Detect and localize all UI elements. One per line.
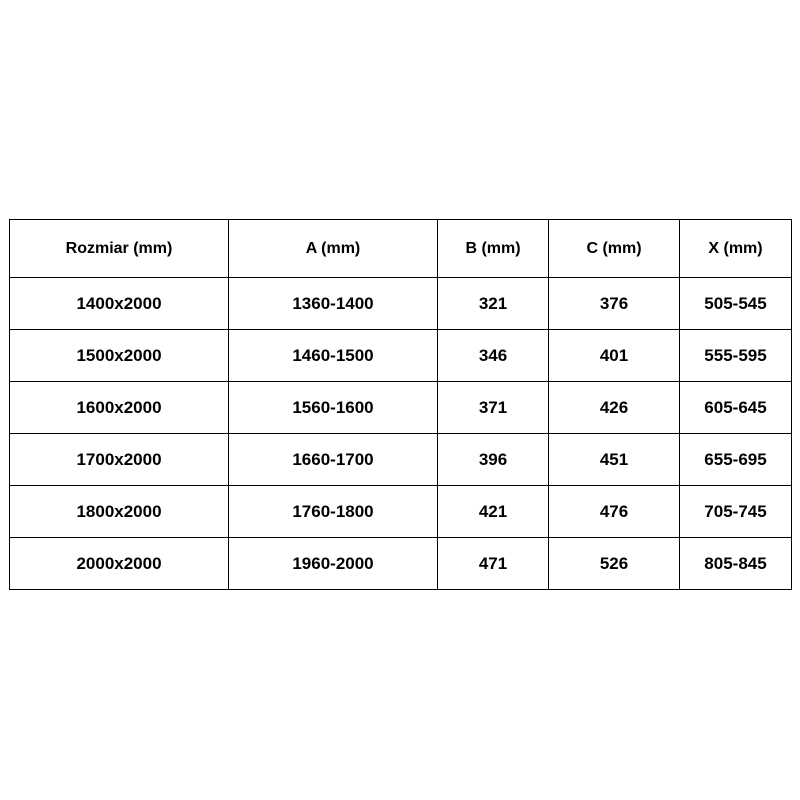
cell-x: 655-695 <box>680 434 792 486</box>
cell-c: 376 <box>549 278 680 330</box>
cell-c: 426 <box>549 382 680 434</box>
column-header-rozmiar: Rozmiar (mm) <box>10 220 229 278</box>
table-row <box>10 538 792 590</box>
cell-x: 505-545 <box>680 278 792 330</box>
cell-a: 1560-1600 <box>229 382 438 434</box>
cell-rozmiar: 1500x2000 <box>10 330 229 382</box>
cell-x: 555-595 <box>680 330 792 382</box>
cell-b: 321 <box>438 278 549 330</box>
size-table-container <box>9 219 791 590</box>
column-header-a: A (mm) <box>229 220 438 278</box>
cell-x: 705-745 <box>680 486 792 538</box>
cell-c: 401 <box>549 330 680 382</box>
size-table <box>9 219 792 590</box>
cell-a: 1760-1800 <box>229 486 438 538</box>
cell-rozmiar: 1800x2000 <box>10 486 229 538</box>
cell-x: 605-645 <box>680 382 792 434</box>
cell-rozmiar: 1600x2000 <box>10 382 229 434</box>
cell-rozmiar: 1700x2000 <box>10 434 229 486</box>
cell-b: 396 <box>438 434 549 486</box>
table-row <box>10 330 792 382</box>
cell-c: 451 <box>549 434 680 486</box>
cell-b: 471 <box>438 538 549 590</box>
column-header-x: X (mm) <box>680 220 792 278</box>
table-row <box>10 486 792 538</box>
column-header-c: C (mm) <box>549 220 680 278</box>
cell-b: 371 <box>438 382 549 434</box>
column-header-b: B (mm) <box>438 220 549 278</box>
cell-rozmiar: 2000x2000 <box>10 538 229 590</box>
cell-c: 526 <box>549 538 680 590</box>
cell-b: 346 <box>438 330 549 382</box>
table-row <box>10 278 792 330</box>
table-row <box>10 382 792 434</box>
cell-rozmiar: 1400x2000 <box>10 278 229 330</box>
table-row <box>10 434 792 486</box>
cell-c: 476 <box>549 486 680 538</box>
cell-x: 805-845 <box>680 538 792 590</box>
table-header-row <box>10 220 792 278</box>
cell-a: 1660-1700 <box>229 434 438 486</box>
cell-a: 1460-1500 <box>229 330 438 382</box>
cell-a: 1960-2000 <box>229 538 438 590</box>
cell-b: 421 <box>438 486 549 538</box>
cell-a: 1360-1400 <box>229 278 438 330</box>
